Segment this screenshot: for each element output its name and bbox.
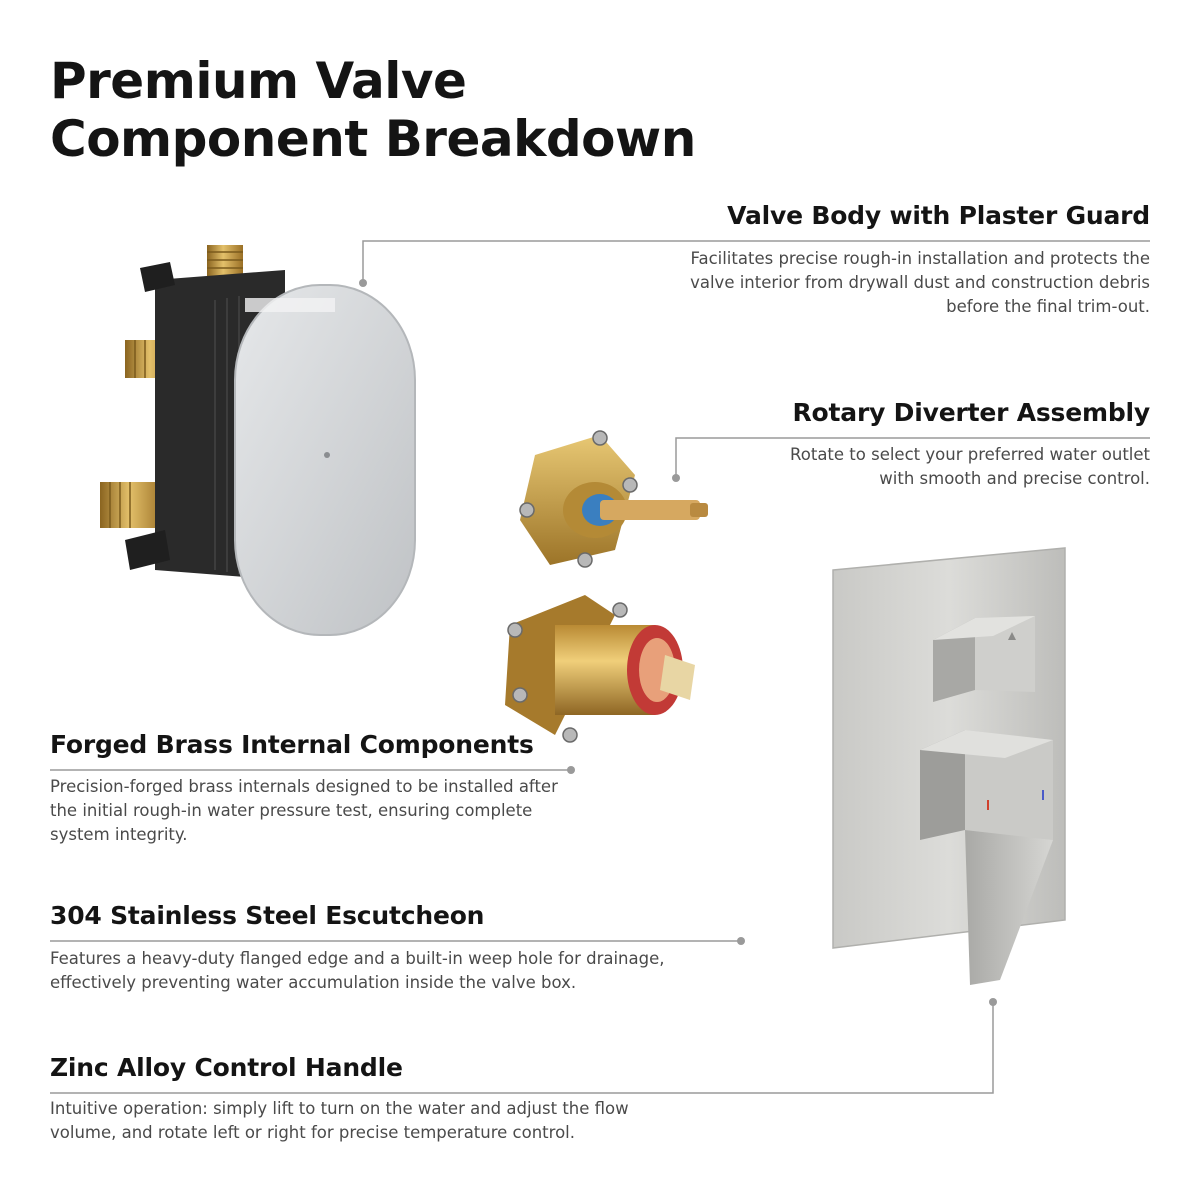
callout-valve-body-heading: Valve Body with Plaster Guard xyxy=(727,201,1150,230)
callout-valve-body-description: Facilitates precise rough-in installation and protects the valve interior from drywall dust and construction debris before the final trim-out. xyxy=(690,249,1150,316)
leader-dot-brass xyxy=(567,766,575,774)
leader-dot-escutcheon xyxy=(737,937,745,945)
callout-brass-heading: Forged Brass Internal Components xyxy=(50,730,534,759)
page-title-line-1: Premium Valve xyxy=(50,52,467,110)
leader-dot-handle xyxy=(989,998,997,1006)
brass-cartridge-illustration xyxy=(495,585,695,750)
callout-brass-description: Precision-forged brass internals designed to be installed after the initial rough-in water pressure test, ensuring complete system integrity. xyxy=(50,777,558,844)
callout-diverter-description: Rotate to select your preferred water outlet with smooth and precise control. xyxy=(790,445,1150,488)
callout-handle-description: Intuitive operation: simply lift to turn on the water and adjust the flow volume, and rotate left or right for precise temperature control. xyxy=(50,1099,629,1142)
page-title-line-2: Component Breakdown xyxy=(50,110,696,168)
escutcheon-trim-illustration xyxy=(825,540,1085,990)
callout-escutcheon-description: Features a heavy-duty flanged edge and a built-in weep hole for drainage, effectively preventing water accumulation inside the valve box. xyxy=(50,949,665,992)
callout-escutcheon-heading: 304 Stainless Steel Escutcheon xyxy=(50,901,485,930)
diverter-assembly-illustration xyxy=(505,420,720,590)
callout-diverter-heading: Rotary Diverter Assembly xyxy=(792,398,1150,427)
callout-handle-heading: Zinc Alloy Control Handle xyxy=(50,1053,403,1082)
valve-body-illustration xyxy=(95,240,435,650)
